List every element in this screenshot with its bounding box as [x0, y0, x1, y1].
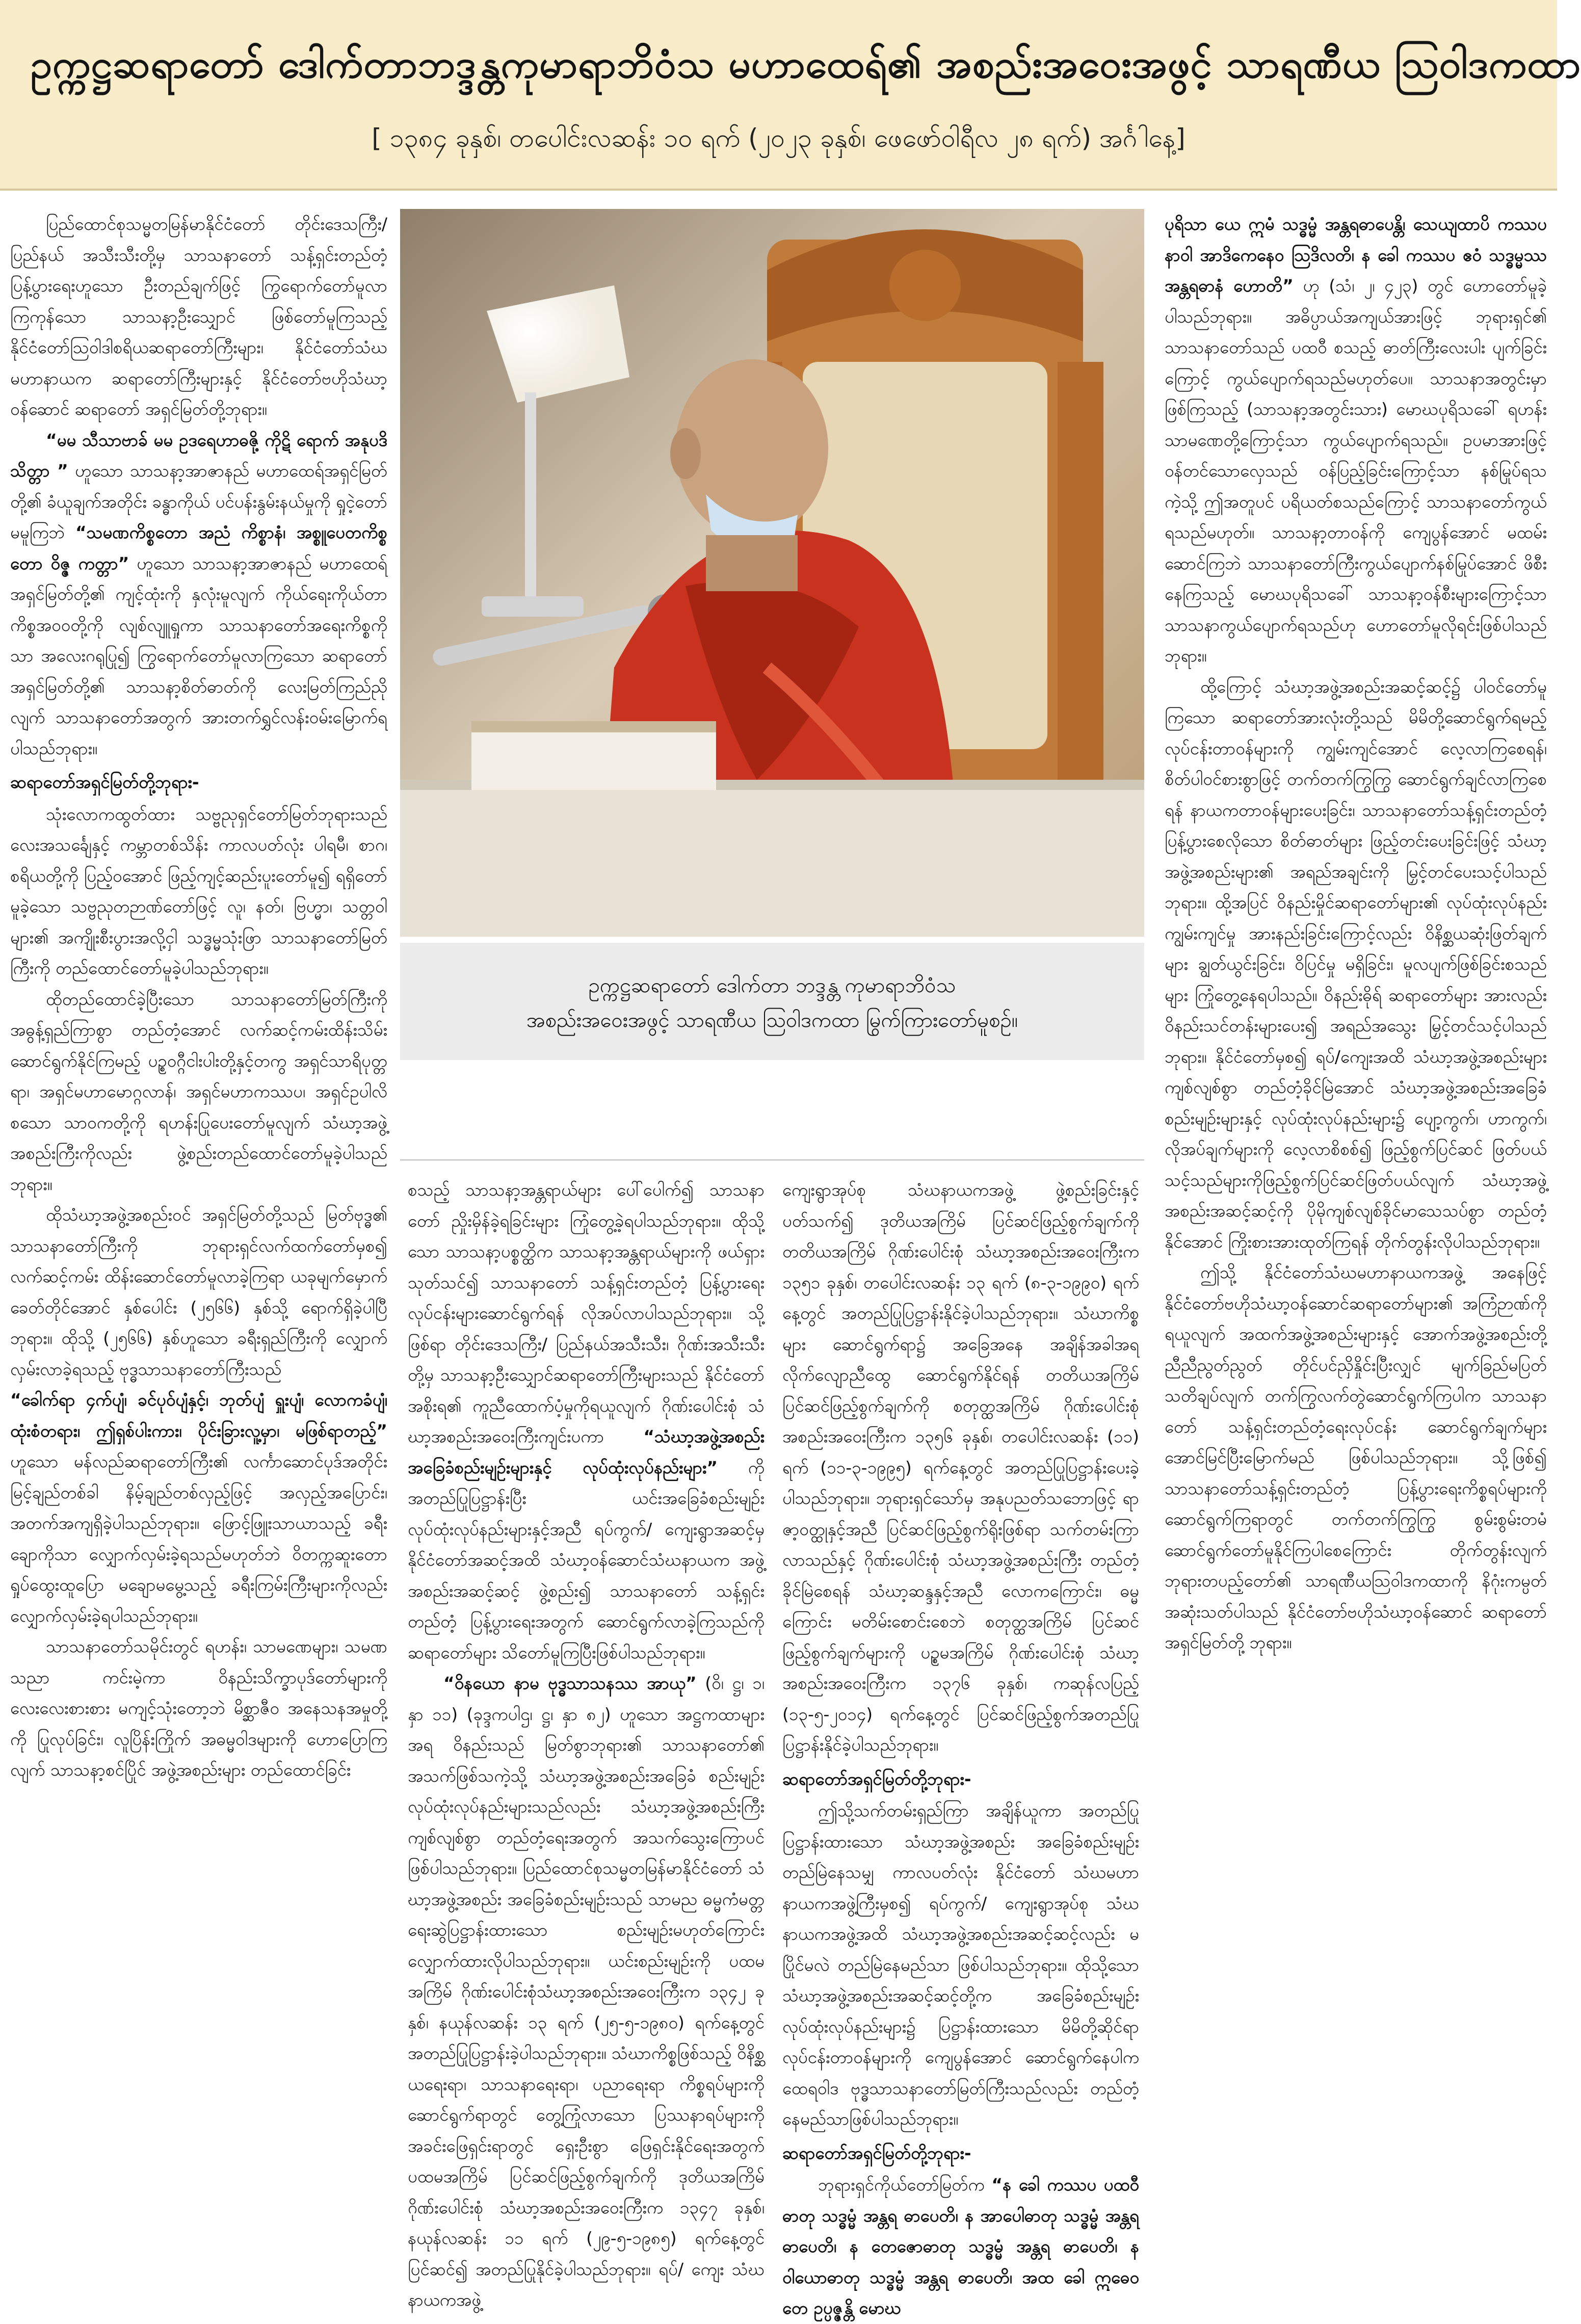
paragraph-text: ဟူသော မန်လည်ဆရာတော်ကြီး၏ လင်္ကာဆောင်ပုဒ်အတိုင်း မြင့်ချည်တစ်ခါ နိမ့်ချည်တစ်လှည့်ဖြင့် အလှည့်အပြောင်း၊ အတက်အကျရှိခဲ့ပါသည်ဘုရား။ ဖြောင့်ဖြူးသာယာသည့် ခရီးချောကိုသာ လျှောက်လှမ်းခဲ့ရသည်မဟုတ်ဘဲ ဝိတက္ကဆူးတော ရှုပ်ထွေးထူပြော မချောမမွေ့သည့် ခရီးကြမ်းကြီးများကိုလည်း လျှောက်လှမ်းခဲ့ရပါသည်ဘုရား။ [10, 1451, 387, 1626]
pali-quote: “သမဏကိစ္စတော အညံ ကိစ္စာနံ၊ အစ္စူပေတကိစ္စတော ဝိဇ္ဇ ကတ္တာ” [10, 522, 387, 573]
paragraph-text: ဘုရားရှင်ကိုယ်တော်မြတ်က [818, 2175, 985, 2195]
text-column-1 [10, 209, 387, 2156]
verse-quote: “ခေါက်ရာ ၄က်ပျံ၊ ခင်ပုဝ်ပျံနှင့်၊ ဘုတ်ပျံ ရှူးပျံ၊ လောကခံပျံ၊ ထုံးစံတရား၊ ဤရှစ်ပါးကား၊ ပိုင်းခြားလူ့မှာ၊ မဖြစ်ရာတည့်” [10, 1390, 387, 1441]
paragraph: ထို့ကြောင့် သံဃာ့အဖွဲ့အစည်းအဆင့်ဆင့်၌ ပါဝင်တော်မူကြသော ဆရာတော်အားလုံးတို့သည် မိမိတို့ဆောင်ရွက်ရမည့် လုပ်ငန်းတာဝန်များကို ကျွမ်းကျင်အောင် လေ့လာကြစေရန်၊ စိတ်ပါဝင်စားစွာဖြင့် တက်တက်ကြွကြွ ဆောင်ရွက်ချင်လာကြစေရန် နာယကတာဝန်များပေးခြင်း၊ သာသနာတော်သန့်ရှင်းတည်တံ့ပြန့်ပွားစေလိုသော စိတ်ဓာတ်များ ဖြည့်တင်းပေးခြင်းဖြင့် သံဃာ့အဖွဲ့အစည်းများ၏ အရည်အချင်းကို မြှင့်တင်ပေးသင့်ပါသည်ဘုရား။ ထို့အပြင် ဝိနည်းမှိုင်ဆရာတော်များ၏ လုပ်ထုံးလုပ်နည်း ကျွမ်းကျင်မှု အားနည်းခြင်းကြောင့်လည်း ဝိနိစ္ဆယဆုံးဖြတ်ချက်များ ချွတ်ယွင်းခြင်း၊ ဝိပြင်မှု မရှိခြင်း၊ မူလပျက်ဖြစ်ခြင်းစသည်များ ကြုံတွေ့နေရပါသည်။ ဝိနည်းဓိုရ် ဆရာတော်များ အားလည်း ဝိနည်းသင်တန်းများပေး၍ အရည်အသွေး မြှင့်တင်သင့်ပါသည်ဘုရား။ နိုင်ငံတော်မှစ၍ ရပ်/ကျေးအထိ သံဃာ့အဖွဲ့အစည်းများ ကျစ်လျစ်စွာ တည်တံ့ခိုင်မြဲအောင် သံဃာ့အဖွဲ့အစည်းအခြေခံ စည်းမျဉ်းများနှင့် လုပ်ထုံးလုပ်နည်းများ၌ ပျော့ကွက်၊ ဟာကွက်၊ လိုအပ်ချက်များကို လေ့လာစိစစ်၍ ဖြည့်စွက်ပြင်ဆင် ဖြတ်ပယ်သင့်သည်များကိုဖြည့်စွက်ပြင်ဆင်ဖြတ်ပယ်လျက် သံဃာ့အဖွဲ့အစည်းအဆင့်ဆင့်ကို ပိုမိုကျစ်လျစ်ခိုင်မာသေသပ်စွာ တည်တံ့နိုင်အောင် ကြိုးစားအားထုတ်ကြရန် တိုက်တွန်းလိုပါသည်ဘုရား။ [1165, 676, 1547, 1252]
paragraph [408, 1175, 765, 1668]
divider [400, 1159, 1144, 1160]
monk-photo [400, 209, 1144, 937]
paragraph-text: ဟု (သံ၊ ၂၊ ၄၂၃) တွင် ဟောတော်မူခဲ့ပါသည်ဘုရား။ အဓိပ္ပာယ်အကျယ်အားဖြင့် ဘုရားရှင်၏ သာသနာတော်သည် ပထဝီ စသည့် ဓာတ်ကြီးလေးပါး ပျက်ခြင်းကြောင့် ကွယ်ပျောက်ရသည်မဟုတ်ပေ။ သာသနာအတွင်းမှာ ဖြစ်ကြသည့် (သာသနာ့အတွင်းသား) မောဃပုရိသခေါ် ရဟန်းသာမဏေတို့ကြောင့်သာ ကွယ်ပျောက်ရသည်။ ဥပမာအားဖြင့် ဝန်တင်သောလှေသည် ဝန်ပြည့်ခြင်းကြောင့်သာ နစ်မြုပ်ရသကဲ့သို့ ဤအတူပင် ပရိယတ်စသည်ကြောင့် သာသနာတော်ကွယ်ရသည်မဟုတ်။ သာသနာ့တာဝန်ကို ကျေပွန်အောင် မထမ်းဆောင်ကြဘဲ သာသနာတော်ကြီးကွယ်ပျောက်နစ်မြုပ်အောင် ဖိစီးနေကြသည့် မောဃပုရိသခေါ် သာသနာ့ဝန်စီးများကြောင့်သာ သာသနာကွယ်ပျောက်ရသည်ဟု ဟောတော်မူလိုရင်းဖြစ်ပါသည်ဘုရား။ [1165, 276, 1547, 666]
paragraph-text: ဟူသော သာသနာ့အာဇာနည် မဟာထေရ်အရှင်မြတ်တို့၏ ခံယူချက်အတိုင်း ခန္ဓာကိုယ် ပင်ပန်းနွမ်းနယ်မှုကို ရှုငဲ့တော်မမူကြဘဲ [10, 461, 387, 542]
paragraph-text: ဟူသော သာသနာ့အာဇာနည် မဟာထေရ်အရှင်မြတ်တို့၏ ကျင့်ထုံးကို နှလုံးမူလျက် ကိုယ်ရေးကိုယ်တာကိစ္စအဝဝတို့ကို လျစ်လျူရှုကာ သာသနာတော်အရေးကိစ္စကိုသာ အလေးဂရုပြု၍ ကြွရောက်တော်မူလာကြသော ဆရာတော် အရှင်မြတ်တို့၏ သာသနာ့စိတ်ဓာတ်ကို လေးမြတ်ကြည်ညိုလျက် သာသနာတော်အတွက် အားတက်ရွှင်လန်းဝမ်းမြောက်ရပါသည်ဘုရား။ [10, 553, 387, 758]
paragraph-text: စသည့် သာသနာ့အန္တရာယ်များ ပေါ်ပေါက်၍ သာသနာတော် ညှိုးမှိန်ခဲ့ရခြင်းများ ကြုံတွေ့ခဲ့ရပါသည်ဘုရား။ ထိုသို့သော သာသနာ့ပစ္စတ္ထိက သာသနာ့အန္တရာယ်များကို ဖယ်ရှားသုတ်သင်၍ သာသနာတော် သန့်ရှင်းတည်တံ့ ပြန့်ပွားရေးလုပ်ငန်းများဆောင်ရွက်ရန် လိုအပ်လာပါသည်ဘုရား။ သို့ဖြစ်ရာ တိုင်းဒေသကြီး/ ပြည်နယ်အသီးသီး၊ ဂိုဏ်းအသီးသီးတို့မှ သာသနာ့ဦးသျှောင်ဆရာတော်ကြီးများသည် နိုင်ငံတော်အစိုးရ၏ ကူညီထောက်ပံ့မှုကိုရယူလျက် ဂိုဏ်းပေါင်းစုံ သံဃာ့အစည်းအဝေးကြီးကျင်းပကာ [408, 1180, 765, 1446]
text-column-3 [782, 1175, 1139, 2318]
paragraph: ထိုသံဃာ့အဖွဲ့အစည်းဝင် အရှင်မြတ်တို့သည် မြတ်ဗုဒ္ဓ၏ သာသနာတော်ကြီးကို ဘုရားရှင်လက်ထက်တော်မှစ၍ လက်ဆင့်ကမ်း ထိန်းဆောင်တော်မူလာခဲ့ကြရာ ယခုမျက်မှောက်ခေတ်တိုင်အောင် နှစ်ပေါင်း (၂၅၆၆) နှစ်သို့ ရောက်ရှိခဲ့ပါပြီဘုရား။ ထိုသို့ (၂၅၆၆) နှစ်ဟူသော ခရီးရှည်ကြီးကို လျှောက်လှမ်းလာခဲ့ရသည့် ဗုဒ္ဓသာသနာတော်ကြီးသည် [10, 1205, 387, 1379]
article-title: ဥက္ကဋ္ဌဆရာတော် ဒေါက်တာဘဒ္ဒန္တကုမာရာဘိဝံသ မဟာထေရ်၏ အစည်းအဝေးအဖွင့် သာရဏီယ ဩဝါဒကထာ [31, 41, 1581, 87]
paragraph: ထိုတည်ထောင်ခဲ့ပြီးသော သာသနာတော်မြတ်ကြီးကို အဓွန့်ရှည်ကြာစွာ တည်တံ့အောင် လက်ဆင့်ကမ်းထိန်းသိမ်းဆောင်ရွက်နိုင်ကြမည့် ပဉ္စဝဂ္ဂီငါးပါးတို့နှင့်တကွ အရှင်သာရိပုတ္တရာ၊ အရှင်မဟာမောဂ္ဂလာန်၊ အရှင်မဟာကဿပ၊ အရှင်ဥပါလိ စသော သာဝကတို့ကို ရဟန်းပြုပေးတော်မူလျက် သံဃာ့အဖွဲ့အစည်းကြီးကိုလည်း ဖွဲ့စည်းတည်ထောင်တော်မူခဲ့ပါသည်ဘုရား။ [10, 989, 387, 1194]
paragraph-text: (ဝိ၊ ဋ္ဌ၊ ၁၊ နှာ ၁၁) (ခုဒ္ဒကပါဌ၊ ဋ္ဌ၊ နှာ ၈၂) ဟူသော အဋ္ဌကထာများအရ ဝိနည်းသည် မြတ်စွာဘုရား၏ သာသနာတော်၏ အသက်ဖြစ်သကဲ့သို့ သံဃာ့အဖွဲ့အစည်းအခြေခံ စည်းမျဉ်း လုပ်ထုံးလုပ်နည်းများသည်လည်း သံဃာ့အဖွဲ့အစည်းကြီး ကျစ်လျစ်စွာ တည်တံ့ရေးအတွက် အသက်သွေးကြောပင် ဖြစ်ပါသည်ဘုရား။ ပြည်ထောင်စုသမ္မတမြန်မာနိုင်ငံတော် သံဃာ့အဖွဲ့အစည်း အခြေခံစည်းမျဉ်းသည် သာမည ဓမ္မကံမတ္တ ရေးဆွဲပြဋ္ဌာန်းထားသော စည်းမျဉ်းမဟုတ်ကြောင်း လျှောက်ထားလိုပါသည်ဘုရား။ ယင်းစည်းမျဉ်းကို ပထမအကြိမ် ဂိုဏ်းပေါင်းစုံသံဃာ့အစည်းအဝေးကြီးက ၁၃၄၂ ခုနှစ်၊ နယုန်လဆန်း ၁၃ ရက် (၂၅-၅-၁၉၈၀) ရက်နေ့တွင် အတည်ပြုပြဋ္ဌာန်းခဲ့ပါသည်ဘုရား။ သံဃာကိစ္စဖြစ်သည့် ဝိနိစ္ဆယရေးရာ၊ သာသနာရေးရာ၊ ပညာရေးရာ ကိစ္စရပ်များကို ဆောင်ရွက်ရာတွင် တွေ့ကြုံလာသော ပြဿနာရပ်များကို အခင်းဖြေရှင်းရာတွင် ရှေးဦးစွာ ဖြေရှင်းနိုင်ရေးအတွက် ပထမအကြိမ် ပြင်ဆင်ဖြည့်စွက်ချက်ကို ဒုတိယအကြိမ် ဂိုဏ်းပေါင်းစုံ သံဃာ့အစည်းအဝေးကြီးက ၁၃၄၇ ခုနှစ်၊ နယုန်လဆန်း ၁၁ ရက် (၂၉-၅-၁၉၈၅) ရက်နေ့တွင် ပြင်ဆင်၍ အတည်ပြုနိုင်ခဲ့ပါသည်ဘုရား။ ရပ်/ ကျေး သံဃနာယကအဖွဲ့ [408, 1673, 765, 2310]
text-column-4 [1165, 209, 1547, 2156]
paragraph: ကျေးရွာအုပ်စု သံဃနာယကအဖွဲ့ ဖွဲ့စည်းခြင်းနှင့် ပတ်သက်၍ ဒုတိယအကြိမ် ပြင်ဆင်ဖြည့်စွက်ချက်ကို တတိယအကြိမ် ဂိုဏ်းပေါင်းစုံ သံဃာ့အစည်းအဝေးကြီးက ၁၃၅၁ ခုနှစ်၊ တပေါင်းလဆန်း ၁၃ ရက် (၈-၃-၁၉၉၀) ရက်နေ့တွင် အတည်ပြုပြဋ္ဌာန်းနိုင်ခဲ့ပါသည်ဘုရား။ သံဃာကိစ္စများ ဆောင်ရွက်ရာ၌ အခြေအနေ အချိန်အခါအရ လိုက်လျောညီထွေ ဆောင်ရွက်နိုင်ရန် တတိယအကြိမ် ပြင်ဆင်ဖြည့်စွက်ချက်ကို စတုတ္ထအကြိမ် ဂိုဏ်းပေါင်းစုံ အစည်းအဝေးကြီးက ၁၃၅၆ ခုနှစ်၊ တပေါင်းလဆန်း (၁၁) ရက် (၁၁-၃-၁၉၉၅) ရက်နေ့တွင် အတည်ပြုပြဋ္ဌာန်းပေးခဲ့ပါသည်ဘုရား။ ဘုရားရှင်သော်မှ အနုပညတ်သဘောဖြင့် ရာဇာ့ဝတ္ထုနှင့်အညီ ပြင်ဆင်ဖြည့်စွက်ရိုးဖြစ်ရာ သက်တမ်းကြာလာသည်နှင့် ဂိုဏ်းပေါင်းစုံ သံဃာ့အဖွဲ့အစည်းကြီး တည်တံ့ခိုင်မြဲစေရန် သံဃာ့ဆန္ဒနှင့်အညီ လောကကြောင်း၊ ဓမ္မကြောင်း မတိမ်းစောင်းစေဘဲ စတုတ္ထအကြိမ် ပြင်ဆင်ဖြည့်စွက်ချက်များကို ပဉ္စမအကြိမ် ဂိုဏ်းပေါင်းစုံ သံဃာ့အစည်းအဝေးကြီးက ၁၃၇၆ ခုနှစ်၊ ကဆုန်လပြည့် (၁၃-၅-၂၀၁၄) ရက်နေ့တွင် ပြင်ဆင်ဖြည့်စွက်အတည်ပြုပြဋ္ဌာန်းနိုင်ခဲ့ပါသည်ဘုရား။ [782, 1180, 1139, 1755]
article-date-line: [ ၁၃၈၄ ခုနှစ်၊ တပေါင်းလဆန်း ၁၀ ရက် (၂၀၂၃ ခုနှစ်၊ ဖေဖော်ဝါရီလ ၂၈ ရက်) အင်္ဂါနေ့] [372, 123, 1185, 153]
photo-caption [400, 943, 1144, 1060]
section-subheading: ဆရာတော်အရှင်မြတ်တို့ဘုရား- [10, 772, 199, 792]
section-subheading: ဆရာတော်အရှင်မြတ်တို့ဘုရား- [782, 1768, 971, 1789]
monk-photo-illustration [400, 209, 1144, 937]
text-column-2 [408, 1175, 765, 2310]
pali-quote: “မမ သီသာဗာခ် မမ ဥဒရေဟာဓဇို့ ကိုဋိ ရောက် အနုပဒိသိတ္တာ ” [10, 430, 387, 481]
paragraph: ဤသို့သက်တမ်းရှည်ကြာ အချိန်ယူကာ အတည်ပြုပြဋ္ဌာန်းထားသော သံဃာ့အဖွဲ့အစည်း အခြေခံစည်းမျဉ်း တည်မြဲနေသမျှ ကာလပတ်လုံး နိုင်ငံတော် သံဃမဟာနာယကအဖွဲ့ကြီးမှစ၍ ရပ်ကွက်/ ကျေးရွာအုပ်စု သံဃနာယကအဖွဲ့အထိ သံဃာ့အဖွဲ့အစည်းအဆင့်ဆင့်လည်း မပြိုင်မလဲ တည်မြဲနေမည်သာ ဖြစ်ပါသည်ဘုရား။ ထိုသို့သော သံဃာ့အဖွဲ့အစည်းအဆင့်ဆင့်တို့က အခြေခံစည်းမျဉ်း လုပ်ထုံးလုပ်နည်းများ၌ ပြဋ္ဌာန်းထားသော မိမိတို့ဆိုင်ရာ လုပ်ငန်းတာဝန်များကို ကျေပွန်အောင် ဆောင်ရွက်နေပါက ထေရဝါဒ ဗုဒ္ဓသာသနာတော်မြတ်ကြီးသည်လည်း တည်တံ့နေမည်သာဖြစ်ပါသည်ဘုရား။ [782, 1801, 1139, 2129]
pali-quote: “န ခေါ ကဿပ ပထဝီဓာတု သဒ္ဓမ္မံ အန္တရ ဓာပေတိ၊ န အာပေါဓာတု သဒ္ဓမ္မံ အန္တရဓာပေတိ၊ န တေဇောဓာတု သဒ္ဓမ္မံ အန္တရ ဓာပေတိ၊ န ဝါယောဓာတု သဒ္ဓမ္မံ အန္တရ ဓာပေတိ၊ အထ ခေါ ဣဓေဝ တေ ဥပ္ပဇ္ဇန္တိ မောဃ [782, 2175, 1139, 2318]
regulation-title: “သံဃာ့အဖွဲ့အစည်း အခြေခံစည်းမျဉ်းများနှင့် လုပ်ထုံးလုပ်နည်းများ” [408, 1427, 765, 1477]
photo-block [400, 209, 1144, 1142]
photo-caption-line: အစည်းအဝေးအဖွင့် သာရဏီယ ဩဝါဒကထာ မြွက်ကြားတော်မူစဉ်။ [526, 1009, 1018, 1032]
pali-quote: “ဝိနယော နာမ ဗုဒ္ဓသာသနဿ အာယု” [443, 1673, 697, 1693]
paragraph: သုံးလောကထွတ်ထား သဗ္ဗညုရှင်တော်မြတ်ဘုရားသည် လေးအသင်္ချေနှင့် ကမ္ဘာတစ်သိန်း ကာလပတ်လုံး ပါရမီ၊ စာဂ၊ စရိယတို့ကို ပြည့်ဝအောင် ဖြည့်ကျင့်ဆည်းပူးတော်မူ၍ ရရှိတော်မူခဲ့သော သဗ္ဗညုတဉာဏ်တော်ဖြင့် လူ၊ နတ်၊ ဗြဟ္မာ၊ သတ္တဝါများ၏ အကျိုးစီးပွားအလို့ငှါ သဒ္ဓမ္မသုံးဖြာ သာသနာတော်မြတ်ကြီးကို တည်ထောင်တော်မူခဲ့ပါသည်ဘုရား။ [10, 804, 387, 978]
paragraph-text: ကို အတည်ပြုပြဋ္ဌာန်းပြီး ယင်းအခြေခံစည်းမျဉ်း လုပ်ထုံးလုပ်နည်းများနှင့်အညီ ရပ်ကွက်/ ကျေးရွာအဆင့်မှ နိုင်ငံတော်အဆင့်အထိ သံဃာ့ဝန်ဆောင်သံဃနာယက အဖွဲ့အစည်းအဆင့်ဆင့် ဖွဲ့စည်း၍ သာသနာတော် သန့်ရှင်းတည်တံ့ ပြန့်ပွားရေးအတွက် ဆောင်ရွက်လာခဲ့ကြသည်ကို ဆရာတော်များ သိတော်မူကြပြီးဖြစ်ပါသည်ဘုရား။ [408, 1457, 765, 1662]
article-header [0, 0, 1581, 191]
paragraph: သာသနာတော်သမိုင်းတွင် ရဟန်း၊ သာမဏေများ၊ သမဏသညာ ကင်းမဲ့ကာ ဝိနည်းသိက္ခာပုဒ်တော်များကို လေးလေးစားစား မကျင့်သုံးတော့ဘဲ မိစ္ဆာဇီဝ အနေသနအမှုတို့ကို ပြုလုပ်ခြင်း၊ လူပြိန်းကြိုက် အဓမ္မဝါဒများကို ဟောပြောကြလျက် သာသနာ့စင်ပြိုင် အဖွဲ့အစည်းများ တည်ထောင်ခြင်း [10, 1636, 387, 1780]
paragraph: ပြည်ထောင်စုသမ္မတမြန်မာနိုင်ငံတော် တိုင်းဒေသကြီး/ ပြည်နယ် အသီးသီးတို့မှ သာသနာတော် သန့်ရှင်းတည်တံ့ ပြန့်ပွားရေးဟူသော ဦးတည်ချက်ဖြင့် ကြွရောက်တော်မူလာကြကုန်သော သာသနာ့ဦးသျှောင် ဖြစ်တော်မူကြသည့် နိုင်ငံတော်ဩဝါဒါစရိယဆရာတော်ကြီးများ၊ နိုင်ငံတော်သံဃမဟာနာယက ဆရာတော်ကြီးများနှင့် နိုင်ငံတော်ဗဟိုသံဃာ့ဝန်ဆောင် ဆရာတော် အရှင်မြတ်တို့ဘုရား။ [10, 214, 387, 419]
paragraph: ဤသို့ နိုင်ငံတော်သံဃမဟာနာယကအဖွဲ့ အနေဖြင့် နိုင်ငံတော်ဗဟိုသံဃာ့ဝန်ဆောင်ဆရာတော်များ၏ အကြံဉာဏ်ကိုရယူလျက် အထက်အဖွဲ့အစည်းများနှင့် အောက်အဖွဲ့အစည်းတို့ ညီညီညွတ်ညွတ် တိုင်ပင်ညှိနှိုင်းပြီးလျှင် မျက်ခြည်မပြတ် သတိချပ်လျက် တက်ကြွလက်တွဲဆောင်ရွက်ကြပါက သာသနာတော် သန့်ရှင်းတည်တံ့ရေးလုပ်ငန်း ဆောင်ရွက်ချက်များ အောင်မြင်ပြီးမြောက်မည် ဖြစ်ပါသည်ဘုရား။ သို့ဖြစ်၍ သာသနာတော်သန့်ရှင်းတည်တံ့ ပြန့်ပွားရေးကိစ္စရပ်များကို ဆောင်ရွက်ကြရာတွင် တက်တက်ကြွကြွ စွမ်းစွမ်းတမံ ဆောင်ရွက်တော်မူနိုင်ကြပါစေကြောင်း တိုက်တွန်းလျက် ဘုရားတပည့်တော်၏ သာရဏီယဩဝါဒကထာကို နိဂုံးကမ္ပတ်အဆုံးသတ်ပါသည် နိုင်ငံတော်ဗဟိုသံဃာ့ဝန်ဆောင် ဆရာတော်အရှင်မြတ်တို့ ဘုရား။ [1165, 1262, 1547, 1652]
pali-quote: ပုရိသာ ယေ ဣမံ သဒ္ဓမ္မံ အန္တရဓာပေန္တိ၊ သေယျထာပိ ကဿပ နာဝါ အာဒိကေနေဝ ဩဒိလတိ၊ န ခေါ ကဿပ ဧဝံ သဒ္ဓမ္မဿ အန္တရဓာနံ ဟောတိ” [1165, 214, 1547, 296]
photo-caption-line: ဥက္ကဋ္ဌဆရာတော် ဒေါက်တာ ဘဒ္ဒန္တ ကုမာရာဘိဝံသ [588, 974, 956, 997]
section-subheading: ဆရာတော်အရှင်မြတ်တို့ဘုရား- [782, 2143, 971, 2163]
